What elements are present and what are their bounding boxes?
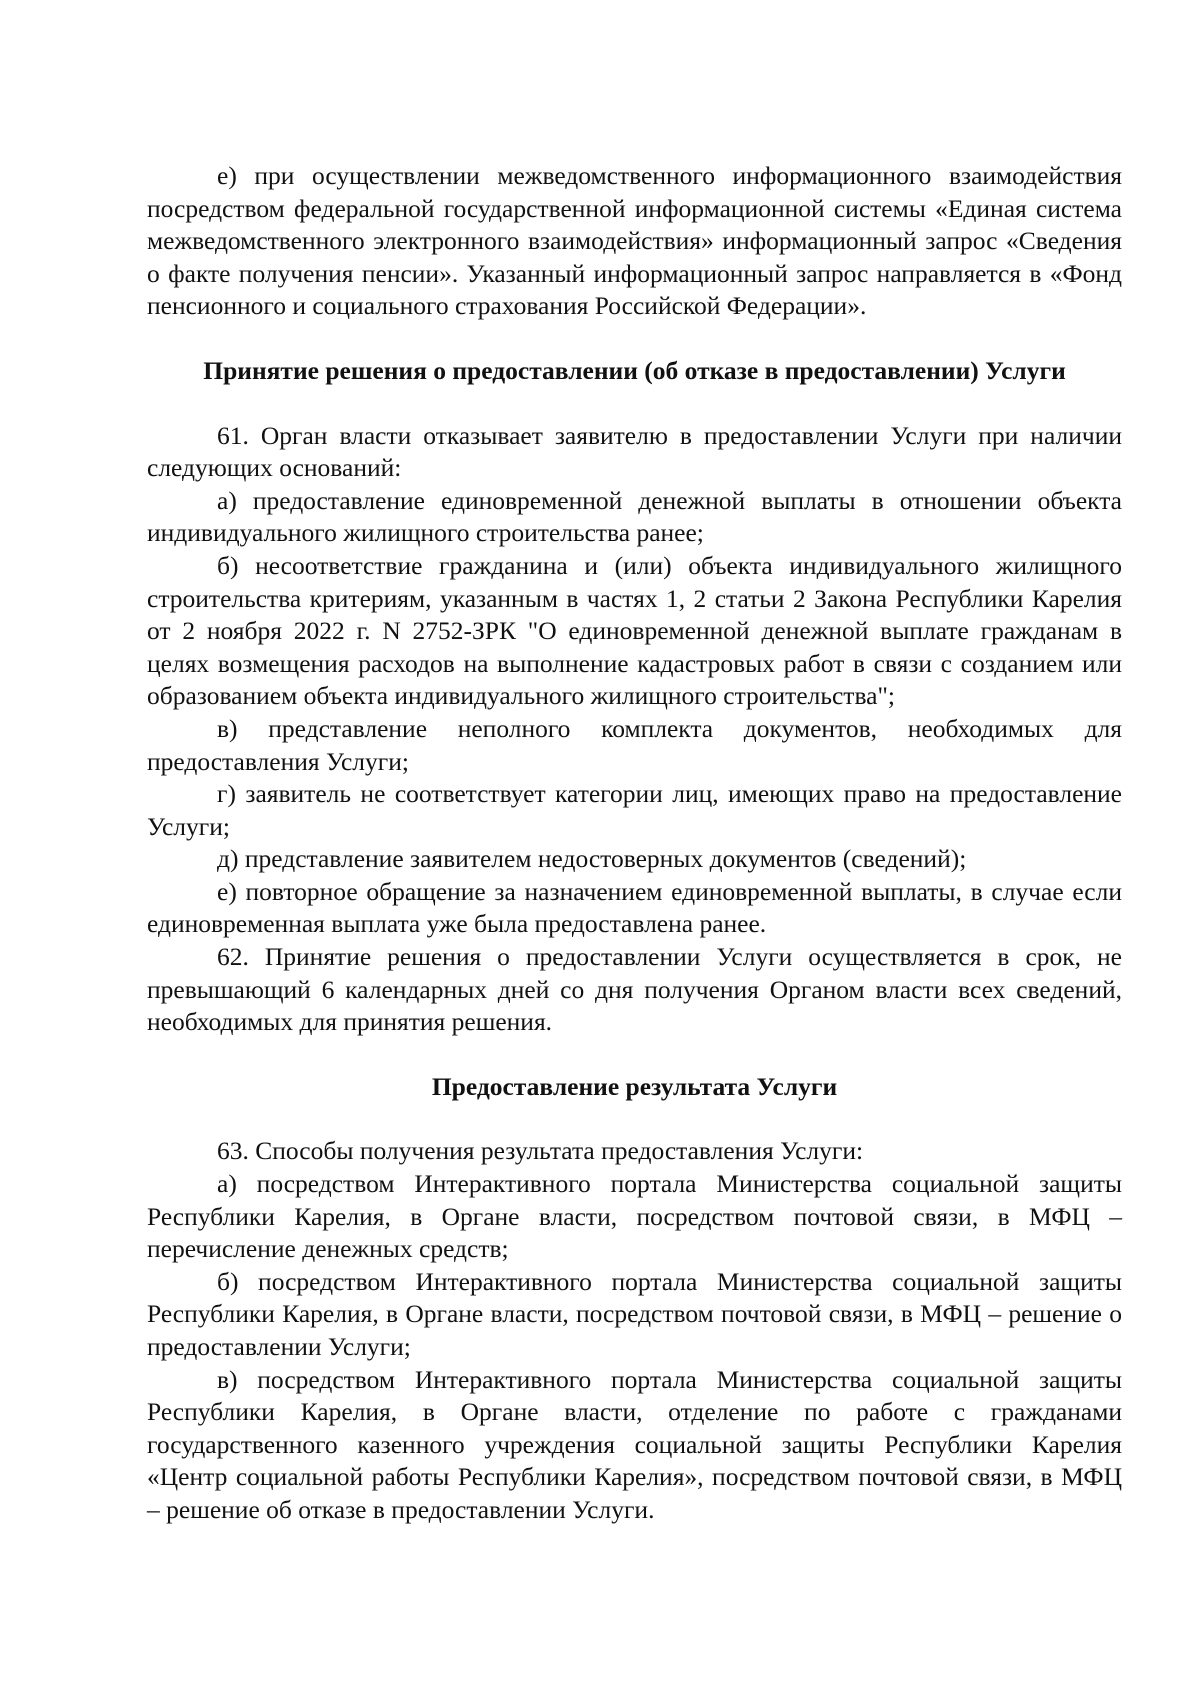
paragraph-61-a: а) предоставление единовременной денежной выплаты в отношении объекта индивидуального жилищного строительства ранее; [147, 485, 1122, 548]
paragraph-61-b: б) несоответствие гражданина и (или) объекта индивидуального жилищного строительства критериям, указанным в частях 1, 2 статьи 2 Закона Республики Карелия от 2 ноября 2022 г. N 2752-ЗРК "О единовременной денежной выплате гражданам в целях возмещения расходов на выполнение кадастровых работ в связи с созданием или образованием объекта индивидуального жилищного строительства"; [147, 550, 1122, 711]
paragraph-63-a: а) посредством Интерактивного портала Министерства социальной защиты Республики Карелия, в Органе власти, посредством почтовой связи, в МФЦ – перечисление денежных средств; [147, 1169, 1122, 1264]
paragraph-e-interagency: е) при осуществлении межведомственного информационного взаимодействия посредством федеральной государственной информационной системы «Единая система межведомственного электронного взаимодействия» информационный запрос «Сведения о факте получения пенсии». Указанный информационный запрос направляется в «Фонд пенсионного и социального страхования Российской Федерации». [147, 161, 1122, 321]
paragraph-61-d: д) представление заявителем недостоверных документов (сведений); [217, 844, 967, 874]
heading-decision: Принятие решения о предоставлении (об отказе в предоставлении) Услуги [203, 355, 1066, 385]
paragraph-61-e: е) повторное обращение за назначением единовременной выплаты, в случае если единовременная выплата уже была предоставлена ранее. [147, 876, 1122, 939]
spacer [147, 1039, 1122, 1071]
spacer [147, 388, 1122, 420]
paragraph-62: 62. Принятие решения о предоставлении Услуги осуществляется в срок, не превышающий 6 календарных дней со дня получения Органом власти всех сведений, необходимых для принятия решения. [147, 942, 1122, 1037]
paragraph-61-v: в) представление неполного комплекта документов, необходимых для предоставления Услуги; [147, 713, 1122, 776]
spacer [147, 1103, 1122, 1135]
paragraph-63-v: в) посредством Интерактивного портала Министерства социальной защиты Республики Карелия, в Органе власти, отделение по работе с гражданами государственного казенного учреждения социальной защиты Республики Карелия «Центр социальной работы Республики Карелия», посредством почтовой связи, в МФЦ – решение об отказе в предоставлении Услуги. [147, 1364, 1122, 1524]
paragraph-61-g: г) заявитель не соответствует категории лиц, имеющих право на предоставление Услуги; [147, 779, 1122, 841]
heading-result: Предоставление результата Услуги [431, 1071, 838, 1101]
document-page [147, 160, 1122, 1527]
spacer [147, 323, 1122, 355]
paragraph-61: 61. Орган власти отказывает заявителю в предоставлении Услуги при наличии следующих оснований: [147, 420, 1122, 483]
paragraph-63: 63. Способы получения результата предоставления Услуги: [217, 1136, 864, 1166]
paragraph-63-b: б) посредством Интерактивного портала Министерства социальной защиты Республики Карелия, в Органе власти, посредством почтовой связи, в МФЦ – решение о предоставлении Услуги; [147, 1266, 1122, 1361]
